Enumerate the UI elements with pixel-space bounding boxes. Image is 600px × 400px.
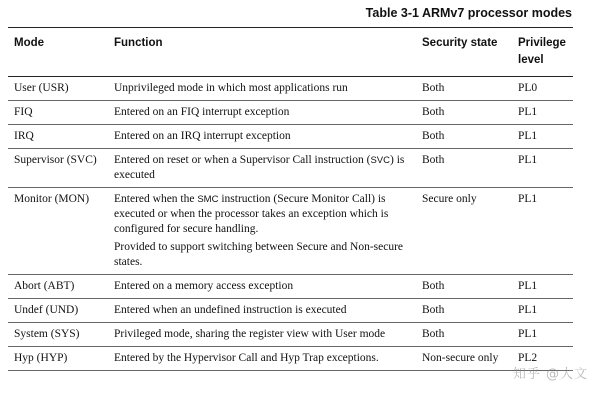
table-caption: Table 3-1 ARMv7 processor modes bbox=[365, 6, 572, 20]
cell-function bbox=[108, 149, 416, 188]
watermark: 知乎 @大文 bbox=[512, 367, 588, 382]
cell-security: Secure only bbox=[422, 193, 477, 205]
function-text: instruction (Secure Monitor Call) is executed or when the processor takes an exception which is configured for secure handling. bbox=[114, 193, 389, 235]
cell-function bbox=[108, 188, 416, 275]
cell-function: Entered on an FIQ interrupt exception bbox=[114, 106, 290, 118]
cell-mode: IRQ bbox=[14, 130, 34, 142]
instruction-code: SMC bbox=[197, 194, 219, 205]
header-function: Function bbox=[114, 37, 163, 49]
cell-function: Unprivileged mode in which most applications run bbox=[114, 82, 348, 94]
cell-mode: FIQ bbox=[14, 106, 33, 118]
cell-privilege: PL2 bbox=[518, 352, 538, 364]
function-text: Entered on reset or when a Supervisor Call instruction ( bbox=[114, 154, 371, 166]
table-row bbox=[8, 299, 573, 323]
table-row bbox=[8, 149, 573, 188]
cell-mode: Hyp (HYP) bbox=[14, 352, 68, 364]
cell-privilege: PL0 bbox=[518, 82, 538, 94]
cell-privilege: PL1 bbox=[518, 193, 538, 205]
table-row bbox=[8, 188, 573, 275]
cell-security: Both bbox=[422, 304, 445, 316]
function-paragraph bbox=[114, 192, 410, 237]
table-header-row bbox=[8, 28, 573, 77]
cell-security: Both bbox=[422, 82, 445, 94]
instruction-code: SVC bbox=[370, 155, 390, 166]
header-mode: Mode bbox=[14, 37, 45, 49]
cell-mode: Undef (UND) bbox=[14, 304, 79, 316]
cell-security: Non-secure only bbox=[422, 352, 499, 364]
table-row bbox=[8, 347, 573, 371]
cell-privilege: PL1 bbox=[518, 106, 538, 118]
table-row bbox=[8, 77, 573, 101]
function-text: Entered when the bbox=[114, 193, 198, 205]
table-row bbox=[8, 275, 573, 299]
cell-security: Both bbox=[422, 130, 445, 142]
cell-function: Entered on a memory access exception bbox=[114, 280, 294, 292]
header-privilege-level: Privilege level bbox=[518, 37, 566, 66]
function-text: ) is executed bbox=[114, 154, 405, 181]
cell-mode: User (USR) bbox=[14, 82, 69, 94]
cell-privilege: PL1 bbox=[518, 304, 538, 316]
cell-function: Privileged mode, sharing the register view with User mode bbox=[114, 328, 386, 340]
cell-security: Both bbox=[422, 328, 445, 340]
cell-function: Entered by the Hypervisor Call and Hyp Trap exceptions. bbox=[114, 352, 379, 364]
cell-function: Entered when an undefined instruction is executed bbox=[114, 304, 347, 316]
cell-security: Both bbox=[422, 154, 445, 166]
processor-modes-table bbox=[8, 27, 573, 371]
cell-mode: System (SYS) bbox=[14, 328, 80, 340]
cell-privilege: PL1 bbox=[518, 130, 538, 142]
table-row bbox=[8, 101, 573, 125]
function-paragraph: Provided to support switching between Secure and Non-secure states. bbox=[114, 241, 404, 268]
header-security-state: Security state bbox=[422, 37, 498, 49]
cell-mode: Supervisor (SVC) bbox=[14, 154, 97, 166]
cell-privilege: PL1 bbox=[518, 154, 538, 166]
cell-function: Entered on an IRQ interrupt exception bbox=[114, 130, 291, 142]
cell-mode: Monitor (MON) bbox=[14, 193, 90, 205]
table-row bbox=[8, 323, 573, 347]
cell-privilege: PL1 bbox=[518, 328, 538, 340]
cell-security: Both bbox=[422, 280, 445, 292]
cell-mode: Abort (ABT) bbox=[14, 280, 75, 292]
table-row bbox=[8, 125, 573, 149]
cell-security: Both bbox=[422, 106, 445, 118]
cell-privilege: PL1 bbox=[518, 280, 538, 292]
